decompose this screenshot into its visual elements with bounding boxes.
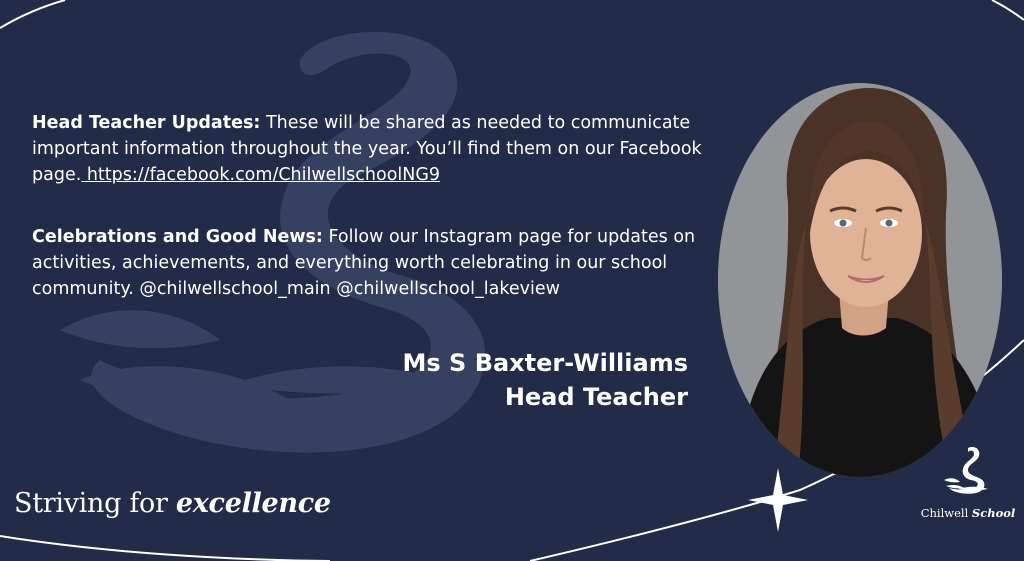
celebrations-paragraph — [32, 224, 732, 302]
celebrations-heading: Celebrations and Good News: — [32, 227, 323, 247]
signature-block — [403, 346, 688, 414]
head-teacher-updates-paragraph — [32, 110, 732, 188]
head-teacher-name: Ms S Baxter-Williams — [402, 349, 688, 377]
head-teacher-role: Head Teacher — [504, 383, 688, 411]
celebrations-text: Follow our Instagram page for updates on activities, achievements, and everything worth celebrating in our school community. @chilwellschool_main @chilwellschool_lakeview — [32, 227, 696, 299]
school-name — [918, 506, 1018, 520]
sparkle-icon — [748, 468, 808, 532]
bottom-left-arc — [0, 536, 330, 561]
tagline-emphasis: excellence — [175, 488, 331, 519]
facebook-link[interactable]: https://facebook.com/ChilwellschoolNG9 — [81, 165, 441, 185]
top-left-arc — [0, 0, 65, 28]
swan-logo-icon — [938, 444, 998, 500]
school-brand — [918, 444, 1018, 520]
head-teacher-updates-heading: Head Teacher Updates: — [32, 113, 261, 133]
head-teacher-portrait — [718, 83, 1002, 477]
top-right-arc — [992, 0, 1024, 20]
school-name-emphasis: School — [971, 506, 1016, 520]
head-teacher-updates-text: These will be shared as needed to communicate important information throughout the year. You’ll find them on our Facebook page. — [32, 113, 702, 185]
tagline — [14, 488, 331, 519]
school-name-regular: Chilwell — [920, 506, 972, 520]
tagline-prefix: Striving for — [14, 488, 176, 519]
portrait-illustration — [718, 83, 1002, 477]
